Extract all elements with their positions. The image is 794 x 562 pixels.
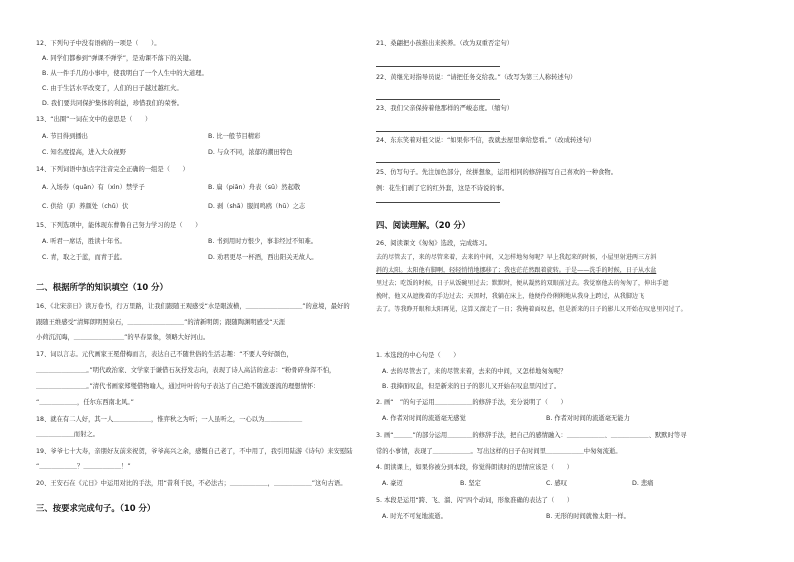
q17-line-1: 17、词以言志。元代画家王冕借梅而言，表达自己不随世俗的生活志趣：“不要人夸好颜色， [36, 351, 293, 358]
q12-option-b: B. 从一件手几的小事中，使我明白了一个人生中的大道理。 [42, 70, 208, 77]
q14-option-b: B. 扁（piān）舟表（sū）然起敬 [208, 184, 301, 191]
rq4-option-c: C. 感叹 [546, 480, 567, 487]
rq5-option-a: A. 时光不可复地流逝。 [382, 513, 447, 520]
rq4-option-a: A. 豪迈 [382, 480, 403, 487]
q13-stem: 13、“出圈”一词在文中的意思是（ ） [36, 116, 152, 123]
section-2-heading: 二、根据所学的知识填空（10 分） [36, 282, 168, 292]
q15-stem: 15、下列选项中，能体现东曹鲁自己努力学习的是（ ） [36, 222, 202, 229]
rq2-option-a: A. 作者对时间的流逝毫无感觉 [382, 415, 466, 422]
q18-line-2: ＿＿＿＿＿＿而射之。 [36, 431, 99, 438]
q14-stem: 14、下列词语中加点字注音完全正确的一组是（ ） [36, 166, 189, 173]
q12-option-c: C. 由于生活水平改变了，人们的日子越过越红火。 [42, 85, 183, 92]
rq4-option-b: B. 坚定 [460, 480, 481, 487]
rq3-line-2: 常的小事情，表现了＿＿＿＿＿＿。写出这样的日子在时间里＿＿＿＿＿＿中匆匆流逝。 [376, 448, 622, 455]
q26-stem: 26、阅读课文《匆匆》选段，完成练习。 [376, 240, 492, 247]
q12-stem: 12、下列句子中没有语病的一项是（ ）。 [36, 40, 161, 47]
rq3-line-1: 3. 画“＿＿＿”的部分运用＿＿＿＿的修辞手法，把自己的感情融入：＿＿＿＿＿＿、＿＿＿＿＿＿、默默时等寻 [376, 432, 687, 439]
q25-line-2: 例：花生们剥了它的红外套，这是不诗说的事。 [376, 185, 509, 192]
q15-option-a: A. 听君一席话，胜读十年书。 [42, 238, 126, 245]
rq4-stem: 4. 朗读课上，如果你被分到本段，你觉得朗读时的思情应该是（ ） [376, 464, 573, 471]
section-4-heading: 四、阅读理解。（20 分） [376, 220, 471, 230]
q22-text: 22、黄继光对指导员说：“请把任务交给我。”（改写为第三人称转述句） [376, 74, 577, 81]
section-3-heading: 三、按要求完成句子。（10 分） [36, 503, 156, 513]
q13-option-c: C. 知名度提高，进入大众视野 [42, 149, 126, 156]
q19-line-1: 19、爷爷七十大寿，亲朋好友前来祝贺，爷爷高兴之余，感慨自己老了，不中用了，我引用陆游《诗句》来安慰陆 [36, 448, 353, 455]
rq1-stem: 1. 本选段的中心句是（ ） [376, 352, 460, 359]
passage-line-1: 去的尽管去了，来的尽管来着，去来的中间，又怎样地匆匆呢？早上我起来的时候，小屋里射进两三方斜 [376, 254, 657, 261]
q15-option-d: D. 劝君更尽一杯酒，西出阳关无故人。 [208, 254, 318, 261]
q13-option-d: D. 与众不同，浓郁的潮田特色 [208, 149, 293, 156]
q12-option-d: D. 我们要共同保护集体的利益，珍惜我们的荣誉。 [42, 100, 184, 107]
q19-line-2: “＿＿＿＿＿＿？＿＿＿＿＿＿！” [36, 463, 131, 470]
q14-option-d: D. 剥（shā）服间鸣鸥（hū）之志 [208, 203, 306, 210]
rq1-option-b: B. 我捧面叹息，但是新来的日子的影儿又开始在叹息里闪过了。 [382, 383, 561, 390]
rq2-line-1: 2. 画“ ”的句子运用＿＿＿＿＿＿的修辞手法，充分说明了（ ） [376, 399, 567, 406]
passage-line-3: 里过去；吃饭的时候，日子从饭碗里过去；默默时，便从凝然的双眼前过去。我觉察他去的匆匆了，伸出手遮 [376, 280, 669, 287]
q12-option-a: A. 同学们都参到“弹课不弹学”，是劝课不落下的关键。 [42, 55, 196, 62]
q25-line-1: 25、仿写句子。先注加色部分，丝拼想象，运用相同的修辞描写自己喜欢的一种食物。 [376, 169, 617, 176]
q17-line-3: ＿＿＿＿＿＿＿＿。”清代书画家郑燮借物喻人，通过叶叶的句子表达了自己绝不随波逐流的理想情怀： [36, 383, 320, 390]
passage-line-2: 斜的太阳。太阳他有脚啊，轻轻悄悄地挪移了；我也茫茫然跟着旋转。于是——洗手的时候，日子从水盆 [376, 267, 657, 274]
passage-line-4: 挽时，他又从遮挽着的手边过去；天黑时，我躺在床上，他便伶伶俐俐地从我身上跨过，从我脚边飞 [376, 293, 645, 300]
rq1-option-a: A. 去的尽管去了，来的尽管来着，去来的中间，又怎样地匆匆呢？ [382, 368, 567, 375]
q18-line-1: 18、就在有二人好，其一人＿＿＿＿＿＿，惟弈秋之为听；一人虽听之，一心以为＿＿＿＿＿＿ [36, 416, 303, 423]
q20-line-1: 20、王安石在《元日》中运用对比的手法，用“昔利千民，不必法古；＿＿＿＿＿＿，＿＿＿＿＿＿”这句古语。 [36, 480, 347, 487]
q22-answer-line[interactable] [376, 99, 500, 100]
q14-option-c: C. 供给（jǐ）养颜处（chǔ）伏 [42, 203, 129, 210]
q24-text: 24、东东笑着对祖父说：“如果你不信，我就去屋里拿给您看。”（改成转述句） [376, 137, 596, 144]
rq4-option-d: D. 悲痛 [632, 480, 654, 487]
q21-text: 21、桑翩把小孩推出来挨养。（改为双重否定句） [376, 40, 514, 47]
q23-answer-line[interactable] [376, 131, 500, 132]
q13-option-b: B. 比一般节目精彩 [208, 133, 261, 140]
q15-option-c: C. 青，取之于蓝，而青于蓝。 [42, 254, 126, 261]
passage-line-5: 去了。等我睁开眼和太阳再见，这算又溜走了一日；我掩着面叹息，但是新来的日子的影儿又开始在叹息里闪过了。 [376, 306, 687, 313]
q23-text: 23、我们父亲保持着他那样的严峻态度。（缩句） [376, 105, 514, 112]
q17-line-2: ＿＿＿＿＿＿＿＿。”明代政治家、文学家于谦借石灰抒发志向，表现了诗人高洁的意志：“粉骨碎身浑不怕， [36, 367, 336, 374]
q14-option-a: A. 入场券（quān）有（xìn）禁学子 [42, 184, 145, 191]
q15-option-b: B. 书到用时方恨少，事非经过不知难。 [208, 238, 318, 245]
rq5-option-b: B. 无形的时间就像太阳一样。 [546, 513, 630, 520]
rq2-option-b: B. 作者对时间的流逝毫无能力 [546, 415, 630, 422]
q16-line-3: 小荷沉沉晦，＿＿＿＿＿＿＿＿”的早春景象，领略大好河山。 [36, 334, 210, 341]
rq5-stem: 5. 本段是运用“跨、飞、溜、闪”四个动词，形象准确的表达了（ ） [376, 497, 574, 504]
q17-line-4: “＿＿＿＿＿＿，任尔东西南北风。” [36, 399, 134, 406]
q24-answer-line[interactable] [376, 162, 500, 163]
q25-answer-line[interactable] [376, 202, 500, 203]
q13-option-a: A. 节目得到播出 [42, 133, 88, 140]
q16-line-1: 16、《北宋亲日》读万卷书，行万里路，让我们跟随王观感受“水是眼波横，＿＿＿＿＿＿＿＿＿”的意境，最好的 [36, 303, 350, 310]
q21-answer-line[interactable] [376, 66, 500, 67]
q16-line-2: 跟随王维感受“清辉朗明照泉石，＿＿＿＿＿＿＿＿＿”的清新明朗；跟随陶渊明感受“天涯 [36, 319, 286, 326]
